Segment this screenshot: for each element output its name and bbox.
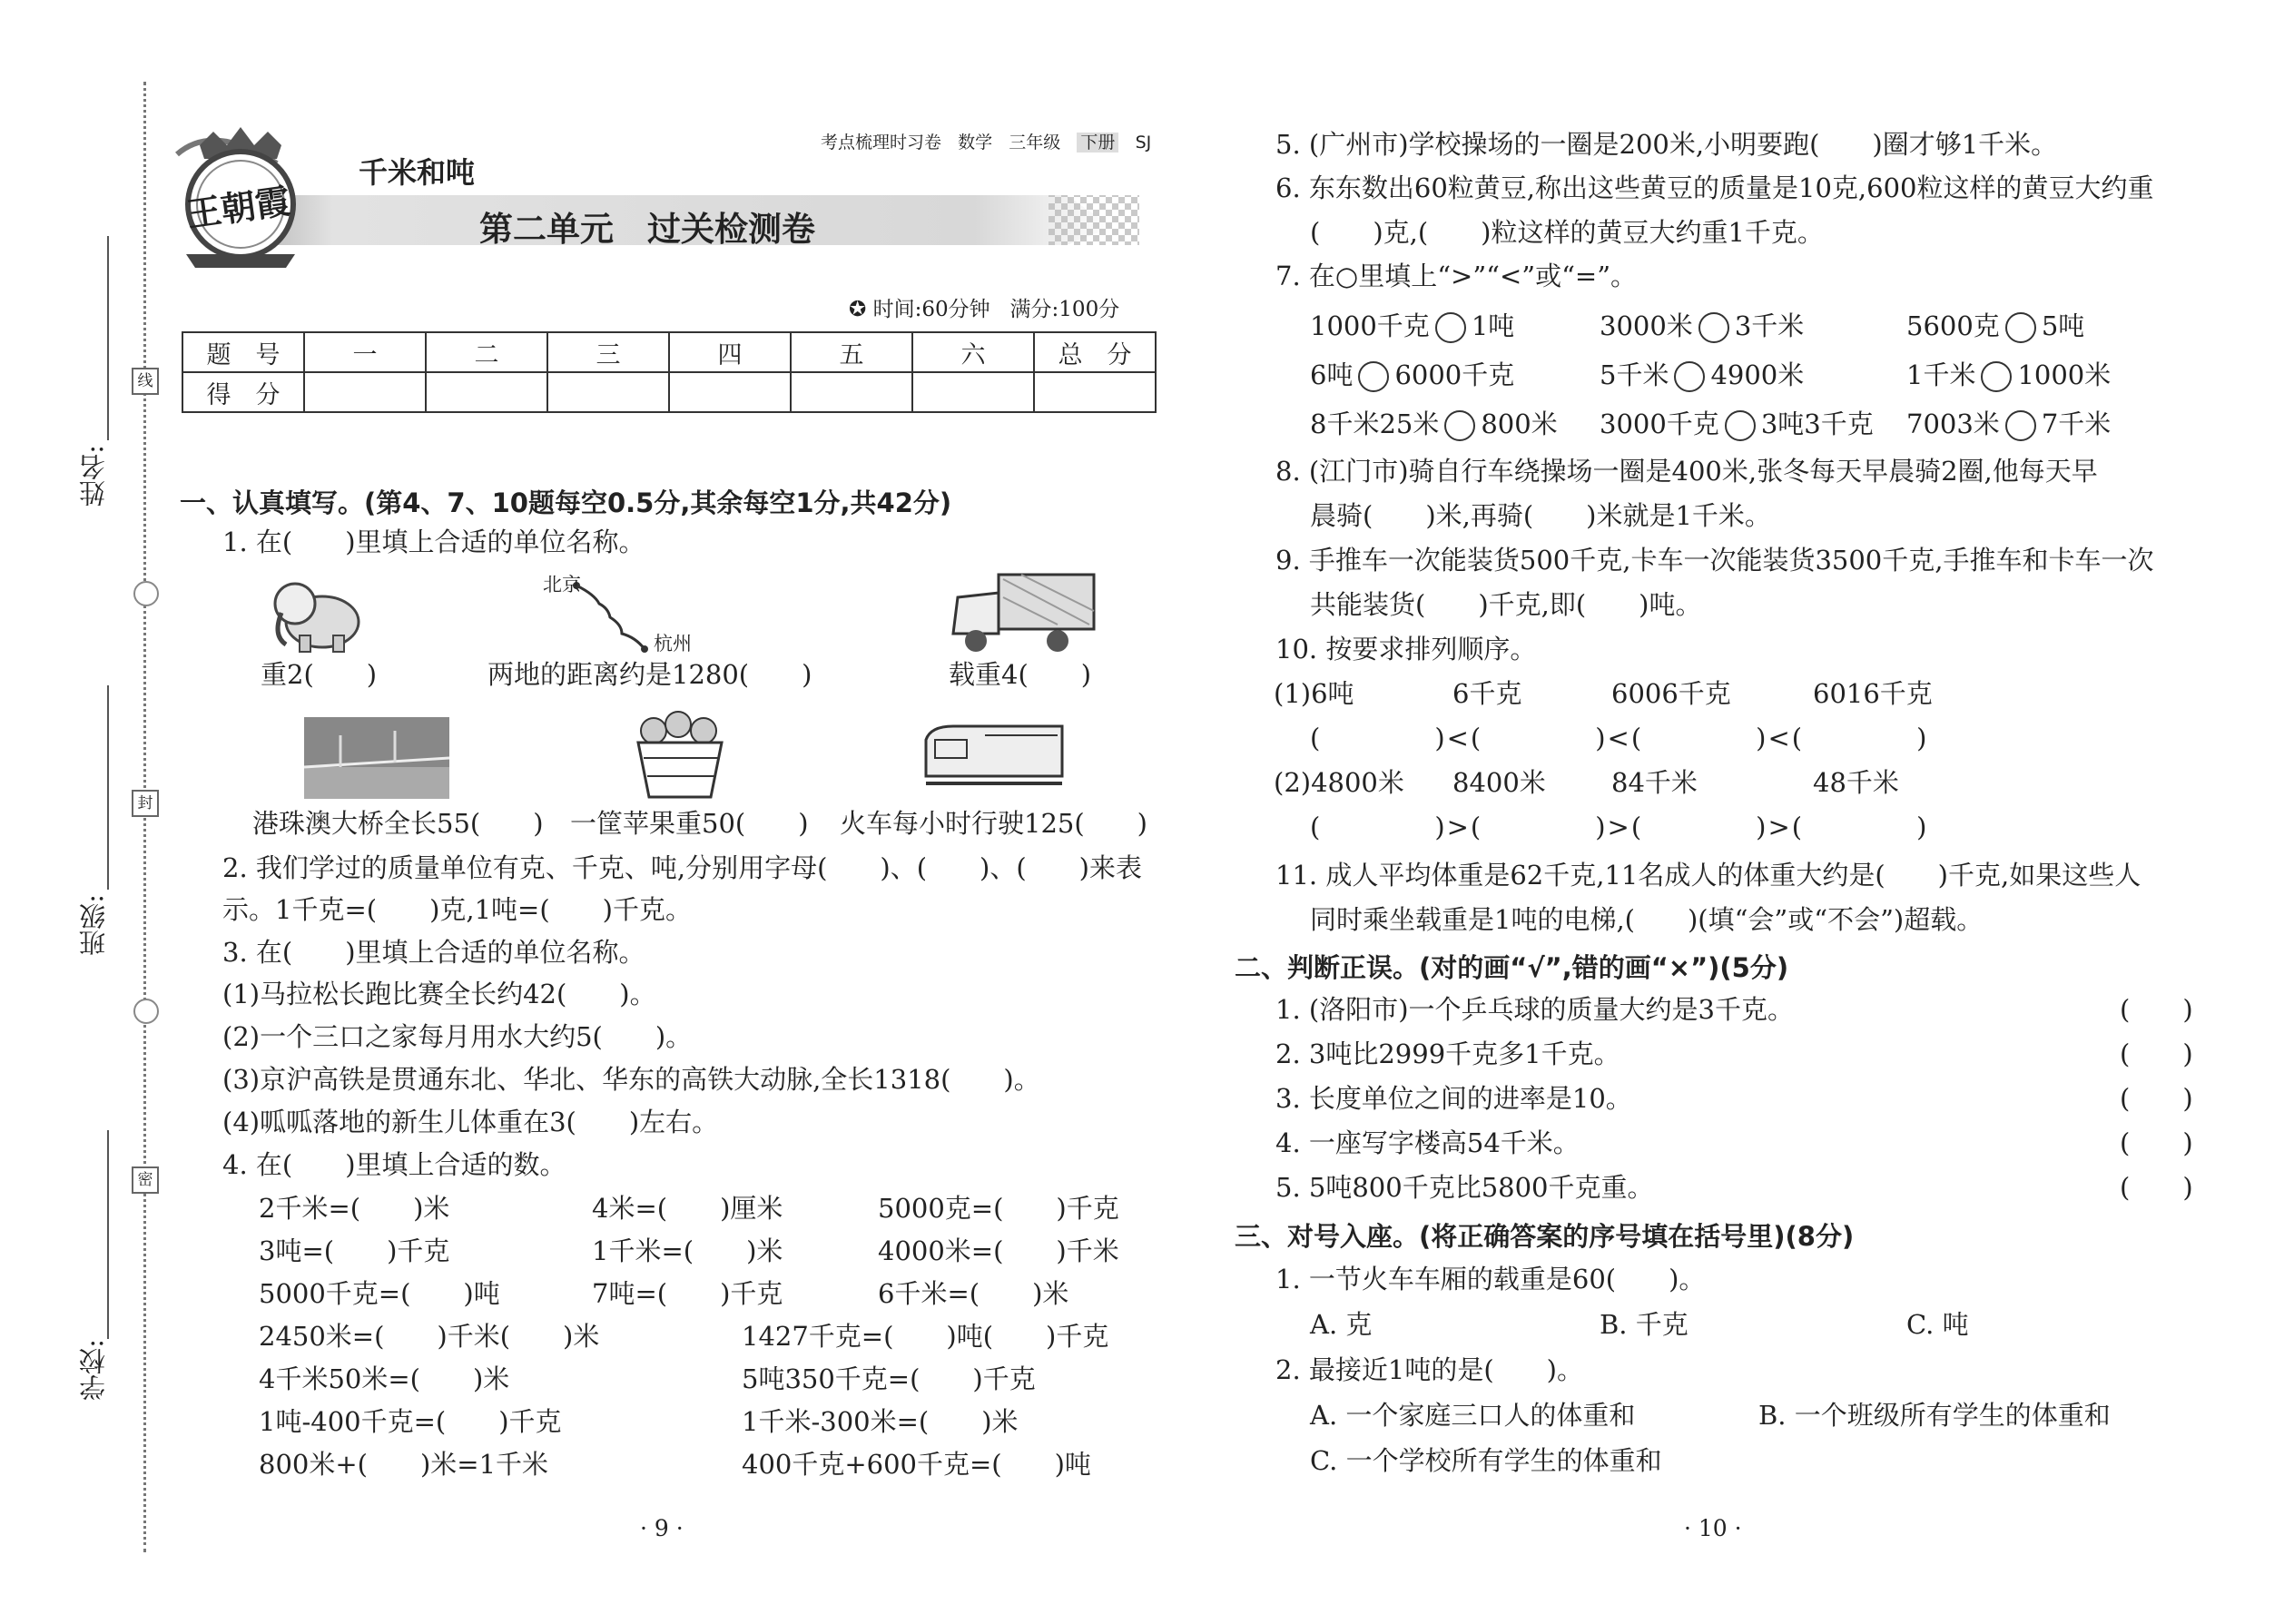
column-header: 总 分 bbox=[1034, 332, 1156, 372]
choice-option: B. 一个班级所有学生的体重和 bbox=[1758, 1400, 2111, 1431]
section-1-title: 一、认真填写。(第4、7、10题每空0.5分,其余每空1分,共42分) bbox=[180, 487, 952, 518]
q11-line2: 同时乘坐载重是1吨的电梯,( )(填“会”或“不会”)超载。 bbox=[1310, 904, 1984, 935]
binding-dotted-line bbox=[143, 82, 146, 1552]
choice-option: B. 千克 bbox=[1600, 1309, 1689, 1340]
q10-answer-row[interactable]: ( )<( )<( )<( ) bbox=[1310, 723, 1929, 753]
q4-item: 7吨=( )千克 bbox=[592, 1278, 783, 1309]
q3-item: (2)一个三口之家每月用水大约5( )。 bbox=[222, 1021, 693, 1052]
judge-answer-blank[interactable]: ( ) bbox=[2120, 1172, 2193, 1203]
q4-item: 4000米=( )千米 bbox=[878, 1235, 1119, 1266]
choice-q2: 2. 最接近1吨的是( )。 bbox=[1275, 1354, 1583, 1385]
compare-right: 800米 bbox=[1481, 408, 1558, 439]
logo-text: 王朝霞 bbox=[183, 180, 293, 235]
q3-item: (3)京沪高铁是贯通东北、华北、华东的高铁大动脉,全长1318( )。 bbox=[222, 1064, 1040, 1095]
class-write-line[interactable] bbox=[107, 685, 109, 890]
compare-circle[interactable] bbox=[1435, 312, 1466, 343]
compare-circle[interactable] bbox=[1698, 312, 1729, 343]
score-cell[interactable] bbox=[547, 372, 669, 412]
compare-circle[interactable] bbox=[2005, 410, 2036, 441]
q4-item: 5000克=( )千克 bbox=[878, 1193, 1119, 1224]
compare-circle[interactable] bbox=[1981, 361, 2012, 392]
q8-line1: 8. (江门市)骑自行车绕操场一圈是400米,张冬每天早晨骑2圈,他每天早 bbox=[1275, 456, 2098, 487]
binding-hole bbox=[133, 999, 159, 1024]
q3-text: 3. 在( )里填上合适的单位名称。 bbox=[222, 937, 645, 968]
score-table bbox=[182, 331, 1157, 413]
q10-item: 6016千克 bbox=[1813, 678, 1933, 709]
row-label: 题 号 bbox=[182, 332, 304, 372]
compare-right: 7千米 bbox=[2041, 408, 2112, 439]
q4-item: 1427千克=( )吨( )千克 bbox=[742, 1321, 1109, 1352]
q4-item: 2450米=( )千米( )米 bbox=[259, 1321, 600, 1352]
compare-item bbox=[1906, 309, 2084, 343]
q7-text: 7. 在○里填上“>”“<”或“=”。 bbox=[1275, 261, 1638, 291]
choice-option: C. 一个学校所有学生的体重和 bbox=[1310, 1445, 1662, 1476]
score-cell[interactable] bbox=[791, 372, 912, 412]
column-header: 四 bbox=[669, 332, 791, 372]
q4-item: 3吨=( )千克 bbox=[259, 1235, 450, 1266]
compare-left: 1千米 bbox=[1906, 359, 1976, 390]
q10-item: 48千米 bbox=[1813, 767, 1899, 798]
choice-option: A. 一个家庭三口人的体重和 bbox=[1310, 1400, 1636, 1431]
compare-right: 1吨 bbox=[1471, 310, 1515, 341]
q10-item: 8400米 bbox=[1452, 767, 1546, 798]
q10-answer-row[interactable]: ( )>( )>( )>( ) bbox=[1310, 812, 1929, 842]
q2-line2: 示。1千克=( )克,1吨=( )千克。 bbox=[222, 894, 692, 925]
map-label-hangzhou: 杭州 bbox=[654, 633, 692, 655]
subject: 数学 bbox=[958, 133, 993, 153]
q4-item: 4千米50米=( )米 bbox=[259, 1363, 510, 1394]
q4-text: 4. 在( )里填上合适的数。 bbox=[222, 1149, 566, 1180]
q3-item: (1)马拉松长跑比赛全长约42( )。 bbox=[222, 979, 656, 1009]
compare-right: 3吨3千克 bbox=[1760, 408, 1874, 439]
judge-answer-blank[interactable]: ( ) bbox=[2120, 1038, 2193, 1069]
pic-label-distance: 两地的距离约是1280( ) bbox=[487, 659, 812, 690]
elephant-image bbox=[268, 572, 368, 654]
clock-icon: ✪ bbox=[849, 298, 867, 321]
page-number-right: · 10 · bbox=[1684, 1515, 1742, 1541]
pic-label-bridge: 港珠澳大桥全长55( ) bbox=[252, 808, 544, 839]
compare-left: 5600克 bbox=[1906, 310, 2000, 341]
column-header: 六 bbox=[912, 332, 1034, 372]
q4-item: 2千米=( )米 bbox=[259, 1193, 450, 1224]
series-name: 考点梳理时习卷 bbox=[821, 133, 942, 153]
table-row bbox=[182, 332, 1156, 372]
pic-label-truck: 载重4( ) bbox=[949, 659, 1092, 690]
q4-item: 1千米-300米=( )米 bbox=[742, 1406, 1019, 1437]
section-2-title: 二、判断正误。(对的画“√”,错的画“×”)(5分) bbox=[1235, 952, 1789, 983]
edition: SJ bbox=[1135, 133, 1152, 153]
compare-right: 4900米 bbox=[1710, 359, 1805, 390]
compare-circle[interactable] bbox=[1358, 361, 1389, 392]
row-label: 得 分 bbox=[182, 372, 304, 412]
score-cell[interactable] bbox=[426, 372, 547, 412]
q9-line2: 共能装货( )千克,即( )吨。 bbox=[1310, 589, 1702, 620]
compare-circle[interactable] bbox=[1674, 361, 1705, 392]
compare-left: 7003米 bbox=[1906, 408, 2000, 439]
section-3-title: 三、对号入座。(将正确答案的序号填在括号里)(8分) bbox=[1235, 1221, 1855, 1252]
seal-mark-seal: 封 bbox=[132, 790, 159, 817]
name-write-line[interactable] bbox=[107, 236, 109, 440]
compare-item bbox=[1600, 407, 1874, 441]
page-title: 第二单元 过关检测卷 bbox=[479, 210, 815, 249]
volume: 下册 bbox=[1077, 133, 1118, 153]
school-label: 学校: bbox=[78, 1339, 109, 1401]
table-row bbox=[182, 372, 1156, 412]
choice-option: A. 克 bbox=[1310, 1309, 1373, 1340]
compare-left: 8千米25米 bbox=[1310, 408, 1440, 439]
choice-option: C. 吨 bbox=[1906, 1309, 1969, 1340]
judge-answer-blank[interactable]: ( ) bbox=[2120, 1083, 2193, 1114]
compare-left: 6吨 bbox=[1310, 359, 1354, 390]
truck-image bbox=[949, 570, 1098, 656]
q8-line2: 晨骑( )米,再骑( )米就是1千米。 bbox=[1310, 500, 1771, 531]
time-limit: 时间:60分钟 bbox=[872, 298, 990, 321]
judge-item: 5. 5吨800千克比5800千克重。 bbox=[1275, 1172, 1654, 1203]
apple-basket-image bbox=[631, 708, 731, 799]
column-header: 二 bbox=[426, 332, 547, 372]
column-header: 五 bbox=[791, 332, 912, 372]
compare-item bbox=[1310, 358, 1514, 392]
q2-line1: 2. 我们学过的质量单位有克、千克、吨,分别用字母( )、( )、( )来表 bbox=[222, 852, 1142, 883]
q10-item: 6千克 bbox=[1452, 678, 1522, 709]
compare-left: 1000千克 bbox=[1310, 310, 1430, 341]
compare-circle[interactable] bbox=[2005, 312, 2036, 343]
q10-item: 84千米 bbox=[1611, 767, 1698, 798]
judge-item: 3. 长度单位之间的进率是10。 bbox=[1275, 1083, 1632, 1114]
q4-item: 800米+( )米=1千米 bbox=[259, 1449, 549, 1480]
compare-item bbox=[1906, 407, 2111, 441]
exam-meta bbox=[849, 292, 1119, 327]
score-cell[interactable] bbox=[1034, 372, 1156, 412]
map-label-beijing: 北京 bbox=[543, 574, 581, 595]
q6-line1: 6. 东东数出60粒黄豆,称出这些黄豆的质量是10克,600粒这样的黄豆大约重 bbox=[1275, 172, 2154, 203]
full-score: 满分:100分 bbox=[1009, 298, 1120, 321]
q11-line1: 11. 成人平均体重是62千克,11名成人的体重大约是( )千克,如果这些人 bbox=[1275, 860, 2141, 891]
q4-item: 4米=( )厘米 bbox=[592, 1193, 783, 1224]
topic-title: 千米和吨 bbox=[359, 155, 476, 190]
q10-item: (1)6吨 bbox=[1274, 678, 1354, 709]
score-cell[interactable] bbox=[304, 372, 426, 412]
binding-hole bbox=[133, 581, 159, 606]
q9-line1: 9. 手推车一次能装货500千克,卡车一次能装货3500千克,手推车和卡车一次 bbox=[1275, 545, 2154, 576]
compare-right: 3千米 bbox=[1734, 310, 1805, 341]
compare-item bbox=[1600, 309, 1804, 343]
column-header: 三 bbox=[547, 332, 669, 372]
q1-text: 1. 在( )里填上合适的单位名称。 bbox=[222, 527, 645, 557]
train-image bbox=[921, 713, 1067, 794]
seal-mark-line: 线 bbox=[132, 368, 159, 395]
compare-right: 1000米 bbox=[2017, 359, 2112, 390]
q10-item: (2)4800米 bbox=[1274, 767, 1404, 798]
grade: 三年级 bbox=[1009, 133, 1061, 153]
compare-left: 3000米 bbox=[1600, 310, 1693, 341]
compare-item bbox=[1906, 358, 2111, 392]
column-header: 一 bbox=[304, 332, 426, 372]
score-cell[interactable] bbox=[669, 372, 791, 412]
pic-label-apples: 一筐苹果重50( ) bbox=[570, 808, 809, 839]
compare-left: 5千米 bbox=[1600, 359, 1669, 390]
compare-circle[interactable] bbox=[1725, 410, 1756, 441]
compare-item bbox=[1310, 407, 1558, 441]
compare-item bbox=[1310, 309, 1514, 343]
compare-right: 5吨 bbox=[2041, 310, 2085, 341]
q4-item: 1吨-400千克=( )千克 bbox=[259, 1406, 562, 1437]
q4-item: 5000千克=( )吨 bbox=[259, 1278, 500, 1309]
seal-mark-secret: 密 bbox=[132, 1166, 159, 1194]
choice-q1: 1. 一节火车车厢的载重是60( )。 bbox=[1275, 1264, 1706, 1294]
q4-item: 400千克+600千克=( )吨 bbox=[742, 1449, 1091, 1480]
q10-item: 6006千克 bbox=[1611, 678, 1731, 709]
q6-line2: ( )克,( )粒这样的黄豆大约重1千克。 bbox=[1310, 217, 1824, 248]
score-cell[interactable] bbox=[912, 372, 1034, 412]
q4-item: 6千米=( )米 bbox=[878, 1278, 1069, 1309]
q3-item: (4)呱呱落地的新生儿体重在3( )左右。 bbox=[222, 1107, 719, 1137]
compare-circle[interactable] bbox=[1444, 410, 1475, 441]
pic-label-train: 火车每小时行驶125( ) bbox=[840, 808, 1147, 839]
bridge-image bbox=[304, 717, 449, 799]
page-number-left: · 9 · bbox=[640, 1515, 684, 1541]
judge-answer-blank[interactable]: ( ) bbox=[2120, 1127, 2193, 1158]
name-label: 姓名: bbox=[78, 445, 109, 507]
compare-item bbox=[1600, 358, 1804, 392]
school-write-line[interactable] bbox=[107, 1130, 109, 1339]
q5-text: 5. (广州市)学校操场的一圈是200米,小明要跑( )圈才够1千米。 bbox=[1275, 129, 2058, 160]
judge-item: 4. 一座写字楼高54千米。 bbox=[1275, 1127, 1580, 1158]
q4-item: 5吨350千克=( )千克 bbox=[742, 1363, 1036, 1394]
q10-text: 10. 按要求排列顺序。 bbox=[1275, 634, 1537, 664]
judge-answer-blank[interactable]: ( ) bbox=[2120, 994, 2193, 1025]
judge-item: 1. (洛阳市)一个乒乓球的质量大约是3千克。 bbox=[1275, 994, 1794, 1025]
class-label: 班级: bbox=[78, 894, 109, 956]
pic-label-elephant: 重2( ) bbox=[261, 659, 378, 690]
compare-right: 6000千克 bbox=[1394, 359, 1515, 390]
q4-item: 1千米=( )米 bbox=[592, 1235, 783, 1266]
judge-item: 2. 3吨比2999千克多1千克。 bbox=[1275, 1038, 1620, 1069]
series-info bbox=[821, 129, 1151, 153]
compare-left: 3000千克 bbox=[1600, 408, 1719, 439]
